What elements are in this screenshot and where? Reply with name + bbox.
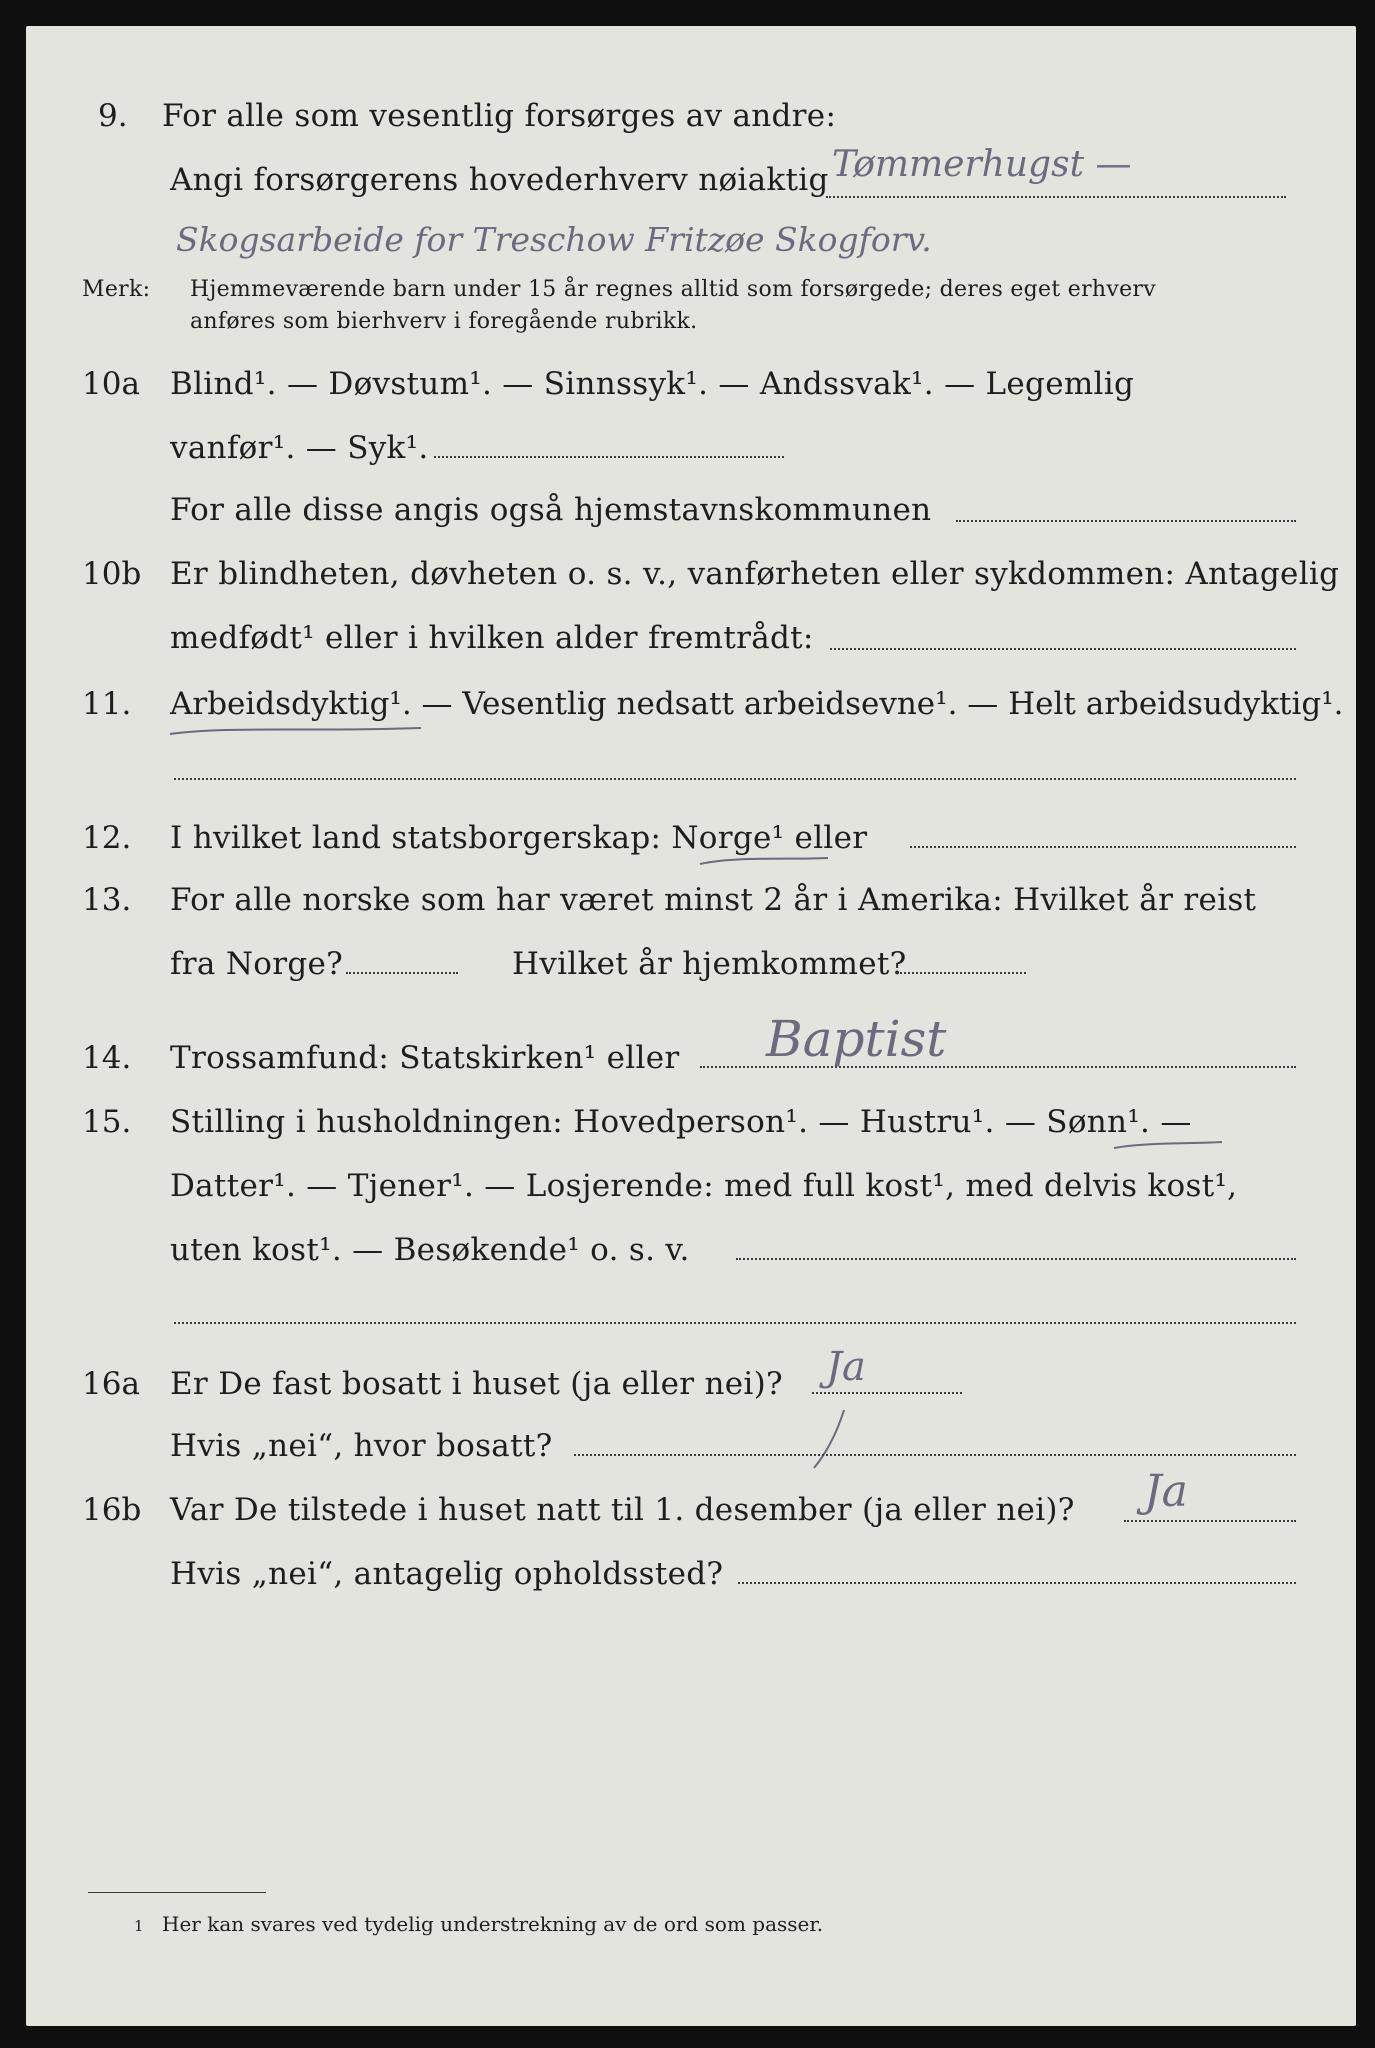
q12-line-1: I hvilket land statsborgerskap: Norge¹ eller (170, 820, 868, 856)
q10b-number: 10b (82, 556, 142, 592)
q11-answer-line (174, 778, 1296, 780)
q14-number: 14. (82, 1040, 132, 1076)
q16b-answer-handwriting: Ja (1144, 1466, 1188, 1517)
q10a-number: 10a (82, 366, 140, 402)
q13-number: 13. (82, 882, 132, 918)
q15-answer-line (736, 1258, 1296, 1260)
q11-line-1: Arbeidsdyktig¹. — Vesentlig nedsatt arbeidsevne¹. — Helt arbeidsudyktig¹. (170, 686, 1344, 722)
q15-extra-line (174, 1322, 1296, 1324)
q10b-line-1: Er blindheten, døvheten o. s. v., vanførheten eller sykdommen: Antagelig (170, 556, 1340, 592)
q9-title: For alle som vesentlig forsørges av andre: (162, 98, 837, 134)
q16b-whereabouts-line (738, 1582, 1296, 1584)
q16a-number: 16a (82, 1366, 140, 1402)
q12-number: 12. (82, 820, 132, 856)
q14-answer-handwriting: Baptist (766, 1010, 947, 1068)
merk-line-2: anføres som bierhverv i foregående rubrikk. (190, 309, 698, 334)
q16b-answer-line (1124, 1520, 1296, 1522)
q13-return-line (896, 972, 1026, 974)
footnote-text: Her kan svares ved tydelig understrekning av de ord som passer. (162, 1912, 824, 1936)
q9-answer-handwriting-1: Tømmerhugst — (832, 144, 1132, 185)
q16b-line-2: Hvis „nei“, antagelig opholdssted? (170, 1556, 724, 1592)
q15-number: 15. (82, 1104, 132, 1140)
q13-line-2a: fra Norge? (170, 946, 344, 982)
q9-number: 9. (98, 98, 128, 134)
q9-prompt-text: Angi forsørgerens hovederhverv nøiaktig (170, 162, 829, 198)
q15-underline-mark (1110, 1136, 1230, 1156)
q9-answer-line (826, 196, 1286, 198)
q9-answer-handwriting-2: Skogsarbeide for Treschow Fritzøe Skogforv. (176, 220, 932, 259)
census-form-page (26, 26, 1356, 2026)
q12-answer-line (910, 846, 1296, 848)
q9-prompt (170, 162, 829, 198)
q11-number: 11. (82, 686, 132, 722)
q10a-line-3: For alle disse angis også hjemstavnskommunen (170, 492, 932, 528)
q16a-answer-handwriting: Ja (826, 1344, 866, 1390)
q10a-line-2: vanfør¹. — Syk¹. (170, 430, 429, 466)
q13-departure-line (346, 972, 458, 974)
q16a-stroke-mark (796, 1406, 866, 1476)
footnote-marker: 1 (134, 1917, 144, 1935)
q10b-answer-line (830, 648, 1296, 650)
q16a-residence-line (574, 1454, 1296, 1456)
q16a-line-1: Er De fast bosatt i huset (ja eller nei)? (170, 1366, 783, 1402)
q10a-sick-line (434, 456, 784, 458)
q14-line-1: Trossamfund: Statskirken¹ eller (170, 1040, 680, 1076)
q13-line-2b: Hvilket år hjemkommet? (512, 946, 907, 982)
q15-line-2: Datter¹. — Tjener¹. — Losjerende: med full kost¹, med delvis kost¹, (170, 1168, 1238, 1204)
footnote-rule (88, 1892, 266, 1893)
q15-line-3: uten kost¹. — Besøkende¹ o. s. v. (170, 1232, 690, 1268)
q10a-home-line (956, 520, 1296, 522)
q16a-line-2: Hvis „nei“, hvor bosatt? (170, 1428, 553, 1464)
q10a-line-1: Blind¹. — Døvstum¹. — Sinnssyk¹. — Andssvak¹. — Legemlig (170, 366, 1135, 402)
q15-line-1: Stilling i husholdningen: Hovedperson¹. — Hustru¹. — Sønn¹. — (170, 1104, 1192, 1140)
q16b-line-1: Var De tilstede i huset natt til 1. desember (ja eller nei)? (170, 1492, 1075, 1528)
merk-line-1: Hjemmeværende barn under 15 år regnes alltid som forsørgede; deres eget erhverv (190, 277, 1156, 302)
q13-line-1: For alle norske som har været minst 2 år i Amerika: Hvilket år reist (170, 882, 1257, 918)
q16a-answer-line (812, 1392, 962, 1394)
q10b-line-2: medfødt¹ eller i hvilken alder fremtrådt: (170, 620, 814, 656)
q16b-number: 16b (82, 1492, 142, 1528)
merk-label: Merk: (82, 277, 151, 302)
q12-underline-mark (696, 852, 836, 872)
q11-underline-mark (166, 720, 426, 744)
